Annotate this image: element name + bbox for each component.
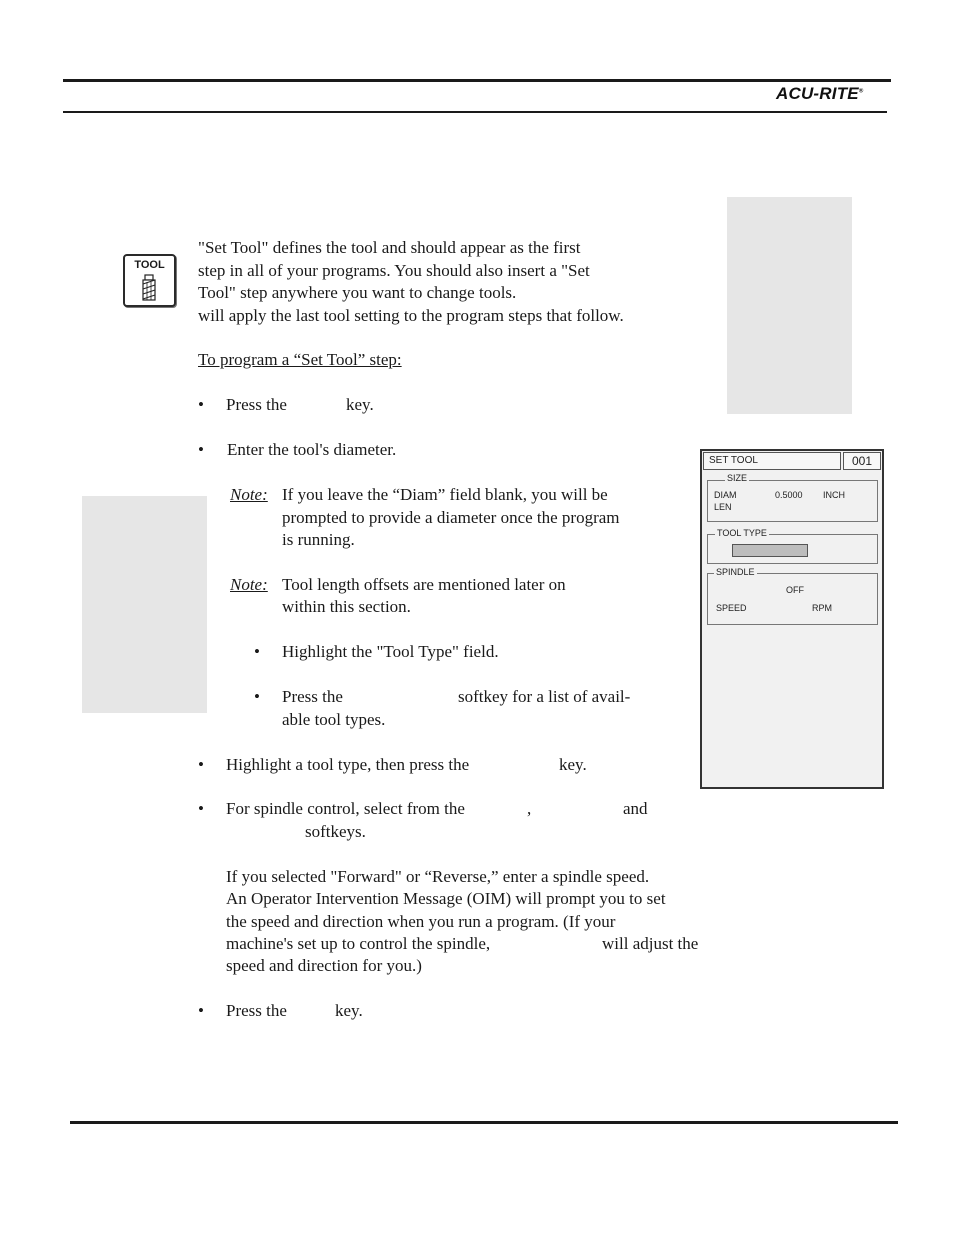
tool-type-group-title: TOOL TYPE [717, 528, 767, 538]
bullet: • [198, 440, 204, 459]
spindle-value[interactable]: OFF [786, 585, 804, 595]
bullet: • [198, 395, 204, 414]
step-spindle-part-2: , [527, 799, 532, 818]
speed-line-2: An Operator Intervention Message (OIM) will prompt you to set [226, 889, 666, 908]
spindle-group-title: SPINDLE [716, 567, 755, 577]
procedure-heading: To program a “Set Tool” step: [198, 350, 402, 369]
tool-type-field[interactable] [732, 544, 808, 557]
speed-unit: RPM [812, 603, 832, 613]
step-final-part-1: Press the [226, 1001, 287, 1020]
set-tool-screen [700, 449, 884, 789]
spindle-group [707, 573, 878, 625]
note1-line-3: is running. [282, 530, 355, 549]
step-press-key-part-2: key. [346, 395, 374, 414]
intro-line-2: step in all of your programs. You should also insert a "Set [198, 261, 590, 280]
note-label: Note: [230, 575, 268, 594]
step-highlight-tool-type-part-1: Highlight a tool type, then press the [226, 755, 470, 774]
step-highlight-tool-type-field: Highlight the "Tool Type" field. [282, 642, 499, 661]
header-bottom-rule [63, 111, 887, 113]
step-press-softkey-part-1: Press the [282, 687, 343, 706]
size-group [707, 480, 878, 522]
acu-rite-logo: ACU-RITE® [776, 84, 864, 103]
bullet: • [254, 687, 260, 706]
bullet: • [254, 642, 260, 661]
intro-line-1: "Set Tool" defines the tool and should appear as the first [198, 238, 581, 257]
bullet: • [198, 799, 204, 818]
diam-unit: INCH [823, 490, 845, 500]
note2-line-2: within this section. [282, 597, 411, 616]
speed-line-5: speed and direction for you.) [226, 956, 422, 975]
margin-gray-box-right [727, 197, 852, 414]
tool-key-label: TOOL [134, 259, 165, 271]
step-press-key-part-1: Press the [226, 395, 287, 414]
len-label: LEN [714, 502, 732, 512]
intro-line-4: will apply the last tool setting to the program steps that follow. [198, 306, 624, 325]
diam-value[interactable]: 0.5000 [775, 490, 803, 500]
speed-label: SPEED [716, 603, 747, 613]
step-number: 001 [843, 452, 881, 470]
bullet: • [198, 1001, 204, 1020]
header-top-rule [63, 79, 891, 82]
note1-line-1: If you leave the “Diam” field blank, you will be [282, 485, 608, 504]
speed-line-3: the speed and direction when you run a program. (If your [226, 912, 616, 931]
step-press-softkey-part-2: softkey for a list of avail- [458, 687, 631, 706]
step-spindle-part-3: and [623, 799, 648, 818]
step-spindle-part-1: For spindle control, select from the [226, 799, 465, 818]
step-enter-diameter: Enter the tool's diameter. [227, 440, 397, 459]
step-spindle-part-4: softkeys. [305, 822, 366, 841]
bullet: • [198, 755, 204, 774]
note1-line-2: prompted to provide a diameter once the program [282, 508, 620, 527]
size-group-title: SIZE [727, 473, 748, 483]
note-label: Note: [230, 485, 268, 504]
margin-gray-box-left [82, 496, 207, 713]
end-mill-icon [123, 254, 176, 307]
tool-key-icon [123, 254, 176, 307]
speed-line-4-part-2: will adjust the [602, 934, 699, 953]
speed-line-4-part-1: machine's set up to control the spindle, [226, 934, 491, 953]
step-highlight-tool-type-part-2: key. [559, 755, 587, 774]
screen-title: SET TOOL [703, 452, 841, 470]
intro-line-3: Tool" step anywhere you want to change tools. [198, 283, 517, 302]
speed-line-1: If you selected "Forward" or “Reverse,” enter a spindle speed. [226, 867, 650, 886]
step-final-part-2: key. [335, 1001, 363, 1020]
step-press-softkey-part-3: able tool types. [282, 710, 386, 729]
footer-rule [70, 1121, 898, 1124]
note2-line-1: Tool length offsets are mentioned later on [282, 575, 566, 594]
diam-label: DIAM [714, 490, 737, 500]
